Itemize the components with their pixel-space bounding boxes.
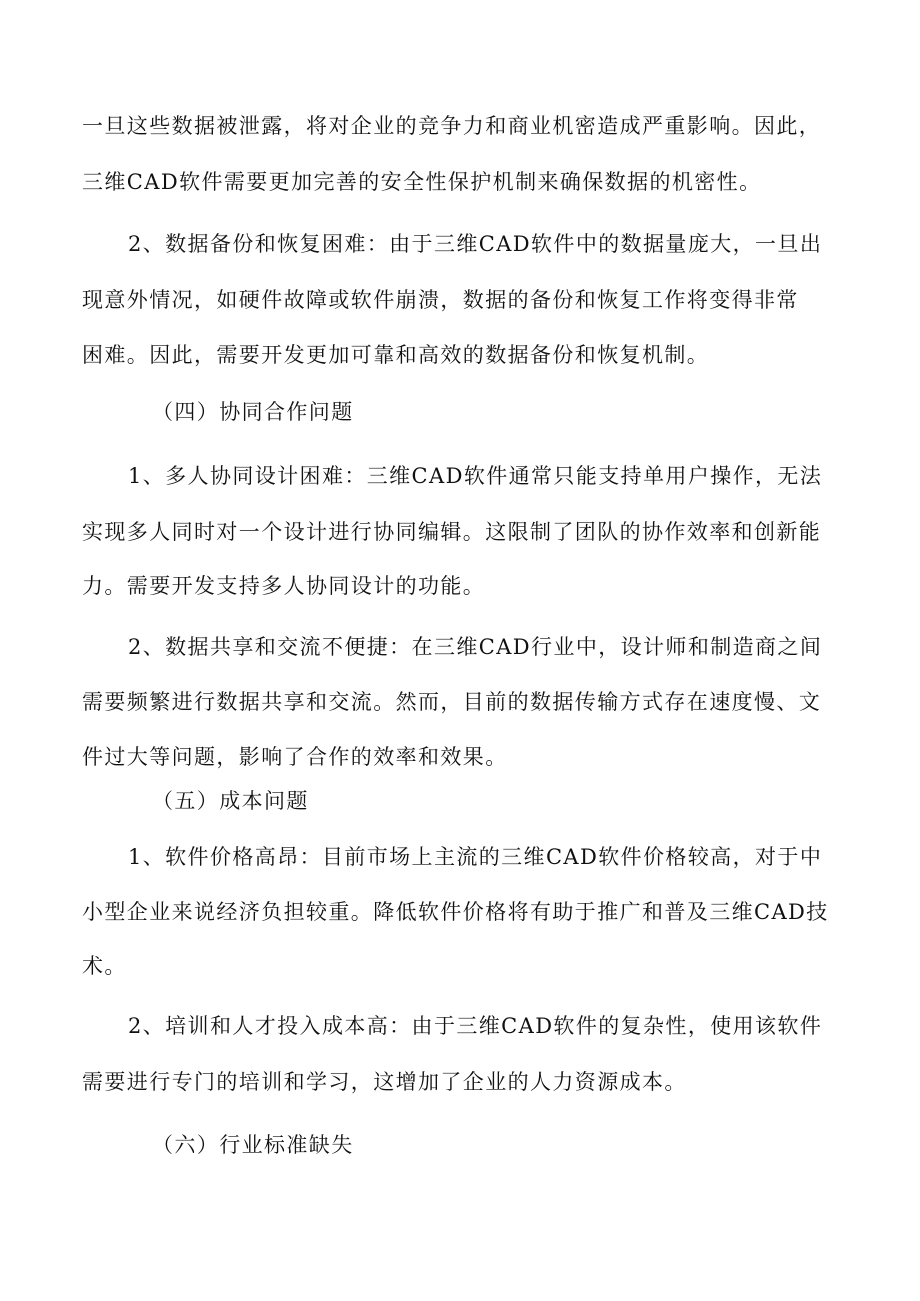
section-heading: （四）协同合作问题 <box>152 400 354 424</box>
section-heading: （五）成本问题 <box>152 789 309 813</box>
paragraph-line: 术。 <box>82 954 127 978</box>
paragraph-line: 三维CAD软件需要更加完善的安全性保护机制来确保数据的机密性。 <box>82 170 762 194</box>
paragraph-line: 件过大等问题，影响了合作的效率和效果。 <box>82 745 508 769</box>
paragraph-line: 2、数据共享和交流不便捷：在三维CAD行业中，设计师和制造商之间 <box>128 635 823 659</box>
paragraph-line: 力。需要开发支持多人协同设计的功能。 <box>82 574 486 598</box>
paragraph-line: 实现多人同时对一个设计进行协同编辑。这限制了团队的协作效率和创新能 <box>82 520 822 544</box>
section-heading: （六）行业标准缺失 <box>152 1133 354 1157</box>
paragraph-line: 困难。因此，需要开发更加可靠和高效的数据备份和恢复机制。 <box>82 343 710 367</box>
paragraph-line: 1、多人协同设计困难：三维CAD软件通常只能支持单用户操作，无法 <box>128 464 823 488</box>
paragraph-line: 一旦这些数据被泄露，将对企业的竞争力和商业机密造成严重影响。因此， <box>82 114 822 138</box>
paragraph-line: 2、数据备份和恢复困难：由于三维CAD软件中的数据量庞大，一旦出 <box>128 232 823 256</box>
paragraph-line: 小型企业来说经济负担较重。降低软件价格将有助于推广和普及三维CAD技 <box>82 900 829 924</box>
paragraph-line: 需要进行专门的培训和学习，这增加了企业的人力资源成本。 <box>82 1070 687 1094</box>
paragraph-line: 2、培训和人才投入成本高：由于三维CAD软件的复杂性，使用该软件 <box>128 1014 823 1038</box>
paragraph-line: 需要频繁进行数据共享和交流。然而，目前的数据传输方式存在速度慢、文 <box>82 690 822 714</box>
paragraph-line: 现意外情况，如硬件故障或软件崩溃，数据的备份和恢复工作将变得非常 <box>82 288 799 312</box>
paragraph-line: 1、软件价格高昂：目前市场上主流的三维CAD软件价格较高，对于中 <box>128 845 823 869</box>
